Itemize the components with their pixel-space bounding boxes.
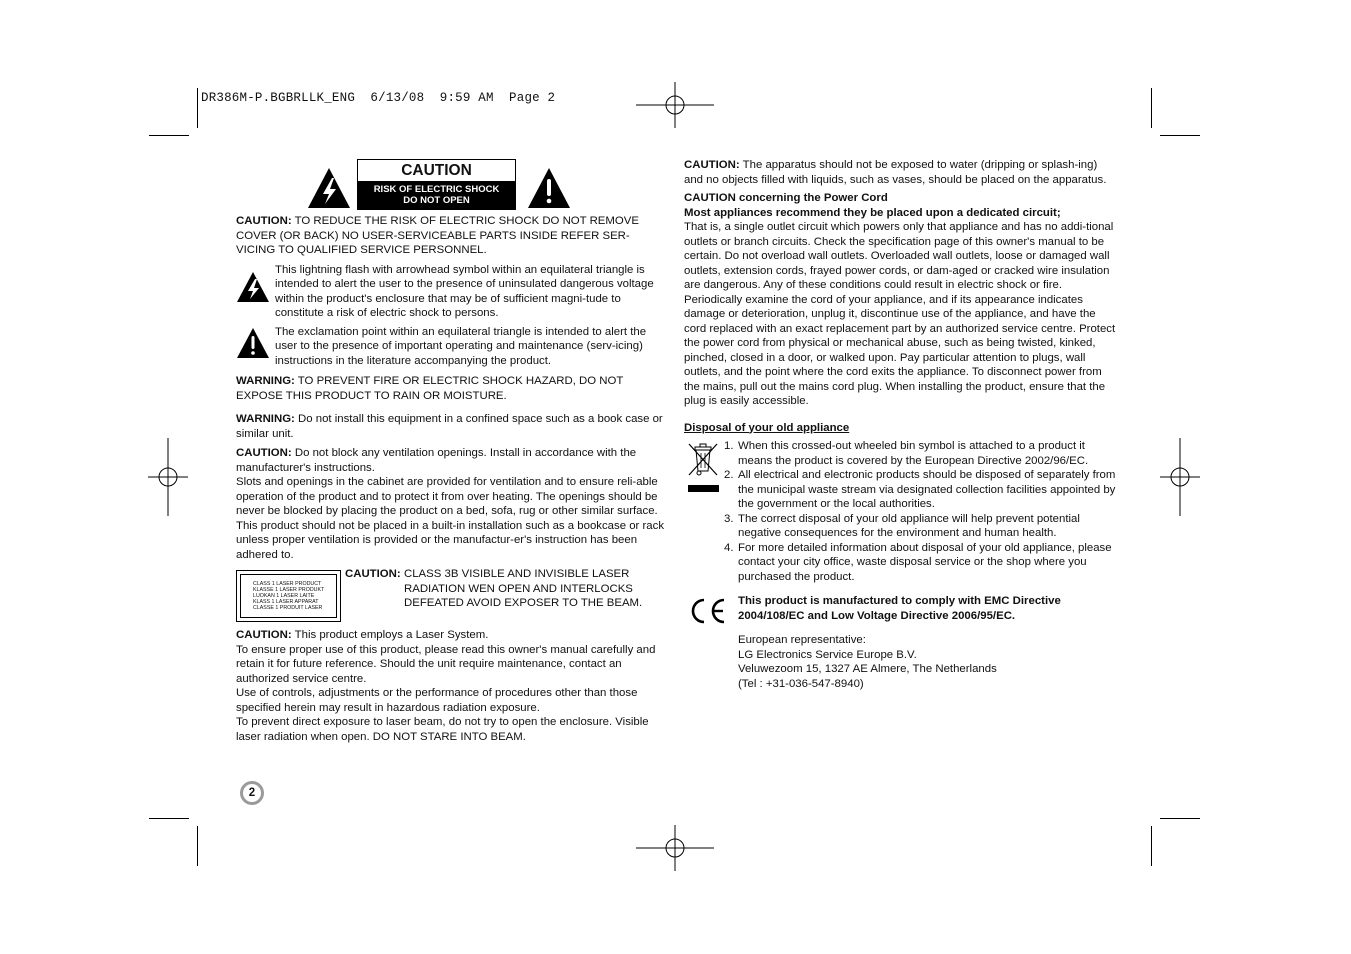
laser-class-caution: CAUTION: CLASS 3B VISIBLE AND INVISIBLE LASER RADIATION WEN OPEN AND INTERLOCKS DEFEATED AVOID EXPOSER TO THE BEAM. — [345, 568, 643, 609]
laser-class-label-text: CLASS 1 LASER PRODUCT KLASSE 1 LASER PRODUKT LUOKAN 1 LASER LAITE KLASS 1 LASER APPARAT CLASSE 1 PRODUIT LASER — [240, 574, 337, 618]
registration-mark-top — [636, 82, 714, 128]
exclamation-explanation: The exclamation point within an equilateral triangle is intended to alert the user to the presence of important operating and maintenance (serv-icing) instructions in the literature accompanying the product. — [236, 325, 666, 369]
list-item: 4. For more detailed information about disposal of your old appliance, please contact your city office, waste disposal service or the shop where you purchased the product. — [724, 541, 1112, 583]
power-cord-heading: CAUTION concerning the Power Cord — [684, 192, 888, 204]
caution-subtitle: RISK OF ELECTRIC SHOCK DO NOT OPEN — [358, 181, 515, 209]
laser-proper-use: To ensure proper use of this product, please read this owner's manual carefully and retain it for future reference. Should the unit require maintenance, contact an authorized service centre. — [236, 643, 656, 685]
power-cord-text: That is, a single outlet circuit which powers only that appliance and has no addi-tional outlets or branch circuits. Check the specification page of this owner's manual to be certain. Do not overload wall outlets. Overloaded wall outlets, loose or damaged wall outlets, extension cords, frayed power cords, or dam-aged or cracked wire insulation are dangerous. Any of these conditions could result in electric shock or fire. Periodically examine the cord of your appliance, and if its appearance indicates damage or deterioration, unplug it, discontinue use of the appliance, and have the cord replaced with an exact replacement part by an authorized service centre. Protect the power cord from physical or mechanical abuse, such as being twisted, kinked, pinched, closed in a door, or walked upon. Pay particular attention to plugs, wall outlets, and the point where the cord exits the appliance. To disconnect power from the mains, pull out the mains cord plug. When installing the product, ensure that the plug is easily accessible. — [684, 221, 1116, 407]
exclamation-triangle-icon — [526, 166, 572, 210]
left-column — [236, 214, 666, 567]
registration-mark-bottom — [636, 825, 714, 871]
power-cord-subheading: Most appliances recommend they be placed upon a dedicated circuit; — [684, 206, 1061, 219]
caution-title: CAUTION — [401, 162, 472, 179]
page-number-badge — [240, 781, 264, 805]
laser-class-label — [236, 570, 341, 622]
caution-label-box — [357, 159, 516, 210]
ce-section — [684, 594, 1116, 691]
ce-compliance-text: This product is manufactured to comply with EMC Directive 2004/108/EC and Low Voltage Directive 2006/95/EC. — [738, 595, 1061, 622]
ce-mark-icon — [686, 596, 730, 626]
lightning-explanation: This lightning flash with arrowhead symbol within an equilateral triangle is intended to alert the user to the presence of uninsulated dangerous voltage within the product's enclosure that may be of sufficient magni-tude to constitute a risk of electric shock to persons. — [236, 263, 666, 321]
slots-openings-text: Slots and openings in the cabinet are provided for ventilation and to ensure reli-able operation of the product and to protect it from over heating. The openings should be never be blocked by placing the product on a bed, sofa, rug or other similar surface. This product should not be placed in a built-in installation such as a bookcase or rack unless proper ventilation is provided or the manufactur-er's instruction has been adhered to. — [236, 476, 665, 561]
caution-ventilation: CAUTION: Do not block any ventilation openings. Install in accordance with the manufacturer's instructions. — [236, 447, 637, 474]
list-item: 3. The correct disposal of your old appliance will help prevent potential negative consequences for the environment and human health. — [724, 512, 1080, 539]
lightning-triangle-icon — [306, 166, 352, 210]
laser-controls-warning: Use of controls, adjustments or the performance of procedures other than those specified herein may result in hazardous radiation exposure. — [236, 687, 638, 714]
laser-exposure-warning: To prevent direct exposure to laser beam, do not try to open the enclosure. Visible laser radiation when open. DO NOT STARE INTO BEAM. — [236, 716, 649, 743]
list-item: 1. When this crossed-out wheeled bin symbol is attached to a product it means the product is covered by the European Directive 2002/96/EC. — [724, 440, 1089, 467]
disposal-list — [684, 439, 1116, 584]
european-representative: European representative: LG Electronics Service Europe B.V. Veluwezoom 15, 1327 AE Almere, The Netherlands (Tel : +31-036-547-8940) — [738, 634, 997, 690]
warning-rain-moisture: WARNING: TO PREVENT FIRE OR ELECTRIC SHOCK HAZARD, DO NOT EXPOSE THIS PRODUCT TO RAIN OR MOISTURE. — [236, 375, 624, 402]
disposal-section — [684, 439, 1116, 584]
caution-water: CAUTION: The apparatus should not be exposed to water (dripping or splash-ing) and no objects filled with liquids, such as vases, should be placed on the apparatus. — [684, 159, 1107, 186]
right-column — [684, 158, 1116, 691]
registration-mark-left — [148, 438, 188, 516]
warning-confined-space: WARNING: Do not install this equipment in a confined space such as a book case or similar unit. — [236, 413, 663, 440]
laser-system-section — [236, 628, 666, 744]
caution-electric-shock: CAUTION: TO REDUCE THE RISK OF ELECTRIC SHOCK DO NOT REMOVE COVER (OR BACK) NO USER-SERVICEABLE PARTS INSIDE REFER SER-VICING TO QUALIFIED SERVICE PERSONNEL. — [236, 215, 639, 256]
list-item: 2. All electrical and electronic products should be disposed of separately from the municipal waste stream via designated collection facilities appointed by the government or the local authorities. — [724, 469, 1116, 510]
print-slug: DR386M-P.BGBRLLK_ENG 6/13/08 9:59 AM Page 2 — [201, 91, 556, 105]
page-number: 2 — [243, 784, 261, 802]
exclamation-triangle-small-icon — [236, 327, 270, 359]
lightning-triangle-small-icon — [236, 271, 270, 303]
disposal-heading: Disposal of your old appliance — [684, 421, 850, 434]
registration-mark-right — [1160, 438, 1200, 516]
caution-laser-system: CAUTION: This product employs a Laser System. — [236, 629, 489, 641]
